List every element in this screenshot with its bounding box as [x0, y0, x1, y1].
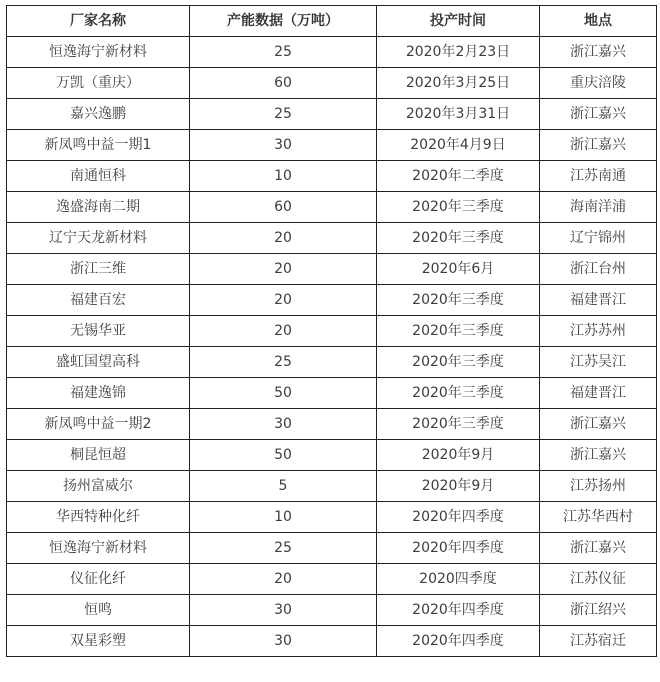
cell-location: 浙江嘉兴 [540, 409, 657, 440]
table-row [7, 502, 657, 533]
cell-manufacturer: 扬州富威尔 [7, 471, 190, 502]
cell-manufacturer: 盛虹国望高科 [7, 347, 190, 378]
cell-location: 海南洋浦 [540, 192, 657, 223]
table-row [7, 285, 657, 316]
cell-location: 江苏宿迁 [540, 626, 657, 657]
cell-capacity: 50 [190, 440, 377, 471]
table-row [7, 626, 657, 657]
cell-manufacturer: 新凤鸣中益一期1 [7, 130, 190, 161]
cell-start-date: 2020年2月23日 [377, 37, 540, 68]
cell-start-date: 2020年三季度 [377, 409, 540, 440]
table-row [7, 68, 657, 99]
cell-location: 辽宁锦州 [540, 223, 657, 254]
cell-start-date: 2020年三季度 [377, 378, 540, 409]
table-row [7, 409, 657, 440]
cell-location: 福建晋江 [540, 285, 657, 316]
table-row [7, 564, 657, 595]
cell-manufacturer: 恒逸海宁新材料 [7, 37, 190, 68]
cell-capacity: 30 [190, 130, 377, 161]
cell-start-date: 2020年3月25日 [377, 68, 540, 99]
cell-start-date: 2020年4月9日 [377, 130, 540, 161]
cell-capacity: 25 [190, 99, 377, 130]
cell-location: 福建晋江 [540, 378, 657, 409]
cell-location: 重庆涪陵 [540, 68, 657, 99]
cell-capacity: 30 [190, 626, 377, 657]
cell-start-date: 2020年四季度 [377, 502, 540, 533]
table-header-row [7, 6, 657, 37]
cell-start-date: 2020年四季度 [377, 533, 540, 564]
cell-capacity: 5 [190, 471, 377, 502]
cell-start-date: 2020四季度 [377, 564, 540, 595]
table-row [7, 130, 657, 161]
cell-capacity: 60 [190, 68, 377, 99]
cell-manufacturer: 恒鸣 [7, 595, 190, 626]
cell-manufacturer: 福建逸锦 [7, 378, 190, 409]
cell-capacity: 25 [190, 37, 377, 68]
cell-location: 江苏苏州 [540, 316, 657, 347]
cell-manufacturer: 仪征化纤 [7, 564, 190, 595]
column-header-manufacturer: 厂家名称 [7, 6, 190, 37]
column-header-start-date: 投产时间 [377, 6, 540, 37]
table-row [7, 254, 657, 285]
cell-start-date: 2020年6月 [377, 254, 540, 285]
cell-manufacturer: 桐昆恒超 [7, 440, 190, 471]
cell-start-date: 2020年四季度 [377, 595, 540, 626]
cell-manufacturer: 双星彩塑 [7, 626, 190, 657]
cell-start-date: 2020年三季度 [377, 347, 540, 378]
cell-capacity: 25 [190, 347, 377, 378]
table-row [7, 37, 657, 68]
cell-capacity: 20 [190, 254, 377, 285]
cell-capacity: 50 [190, 378, 377, 409]
cell-start-date: 2020年三季度 [377, 316, 540, 347]
cell-manufacturer: 南通恒科 [7, 161, 190, 192]
cell-start-date: 2020年9月 [377, 471, 540, 502]
cell-capacity: 25 [190, 533, 377, 564]
table-row [7, 533, 657, 564]
table-row [7, 378, 657, 409]
cell-location: 浙江绍兴 [540, 595, 657, 626]
cell-location: 浙江嘉兴 [540, 440, 657, 471]
cell-capacity: 20 [190, 285, 377, 316]
cell-start-date: 2020年二季度 [377, 161, 540, 192]
table-row [7, 440, 657, 471]
table-row [7, 99, 657, 130]
cell-location: 江苏南通 [540, 161, 657, 192]
table-row [7, 316, 657, 347]
cell-manufacturer: 恒逸海宁新材料 [7, 533, 190, 564]
cell-manufacturer: 浙江三维 [7, 254, 190, 285]
cell-capacity: 20 [190, 223, 377, 254]
cell-manufacturer: 新凤鸣中益一期2 [7, 409, 190, 440]
table-row [7, 471, 657, 502]
cell-capacity: 10 [190, 502, 377, 533]
cell-start-date: 2020年9月 [377, 440, 540, 471]
table-row [7, 223, 657, 254]
cell-location: 江苏吴江 [540, 347, 657, 378]
cell-location: 江苏仪征 [540, 564, 657, 595]
cell-manufacturer: 无锡华亚 [7, 316, 190, 347]
cell-manufacturer: 福建百宏 [7, 285, 190, 316]
cell-location: 江苏扬州 [540, 471, 657, 502]
cell-location: 浙江台州 [540, 254, 657, 285]
cell-manufacturer: 华西特种化纤 [7, 502, 190, 533]
cell-start-date: 2020年四季度 [377, 626, 540, 657]
table-row [7, 595, 657, 626]
cell-capacity: 30 [190, 595, 377, 626]
cell-capacity: 30 [190, 409, 377, 440]
cell-start-date: 2020年三季度 [377, 192, 540, 223]
column-header-capacity: 产能数据（万吨） [190, 6, 377, 37]
cell-location: 浙江嘉兴 [540, 130, 657, 161]
cell-manufacturer: 辽宁天龙新材料 [7, 223, 190, 254]
cell-start-date: 2020年三季度 [377, 285, 540, 316]
cell-manufacturer: 逸盛海南二期 [7, 192, 190, 223]
cell-capacity: 20 [190, 316, 377, 347]
cell-start-date: 2020年3月31日 [377, 99, 540, 130]
cell-start-date: 2020年三季度 [377, 223, 540, 254]
table-row [7, 347, 657, 378]
cell-capacity: 60 [190, 192, 377, 223]
cell-location: 浙江嘉兴 [540, 37, 657, 68]
cell-manufacturer: 万凯（重庆） [7, 68, 190, 99]
table-row [7, 192, 657, 223]
cell-capacity: 20 [190, 564, 377, 595]
cell-location: 江苏华西村 [540, 502, 657, 533]
cell-location: 浙江嘉兴 [540, 533, 657, 564]
table-row [7, 161, 657, 192]
cell-capacity: 10 [190, 161, 377, 192]
cell-manufacturer: 嘉兴逸鹏 [7, 99, 190, 130]
column-header-location: 地点 [540, 6, 657, 37]
capacity-table [6, 5, 657, 657]
cell-location: 浙江嘉兴 [540, 99, 657, 130]
